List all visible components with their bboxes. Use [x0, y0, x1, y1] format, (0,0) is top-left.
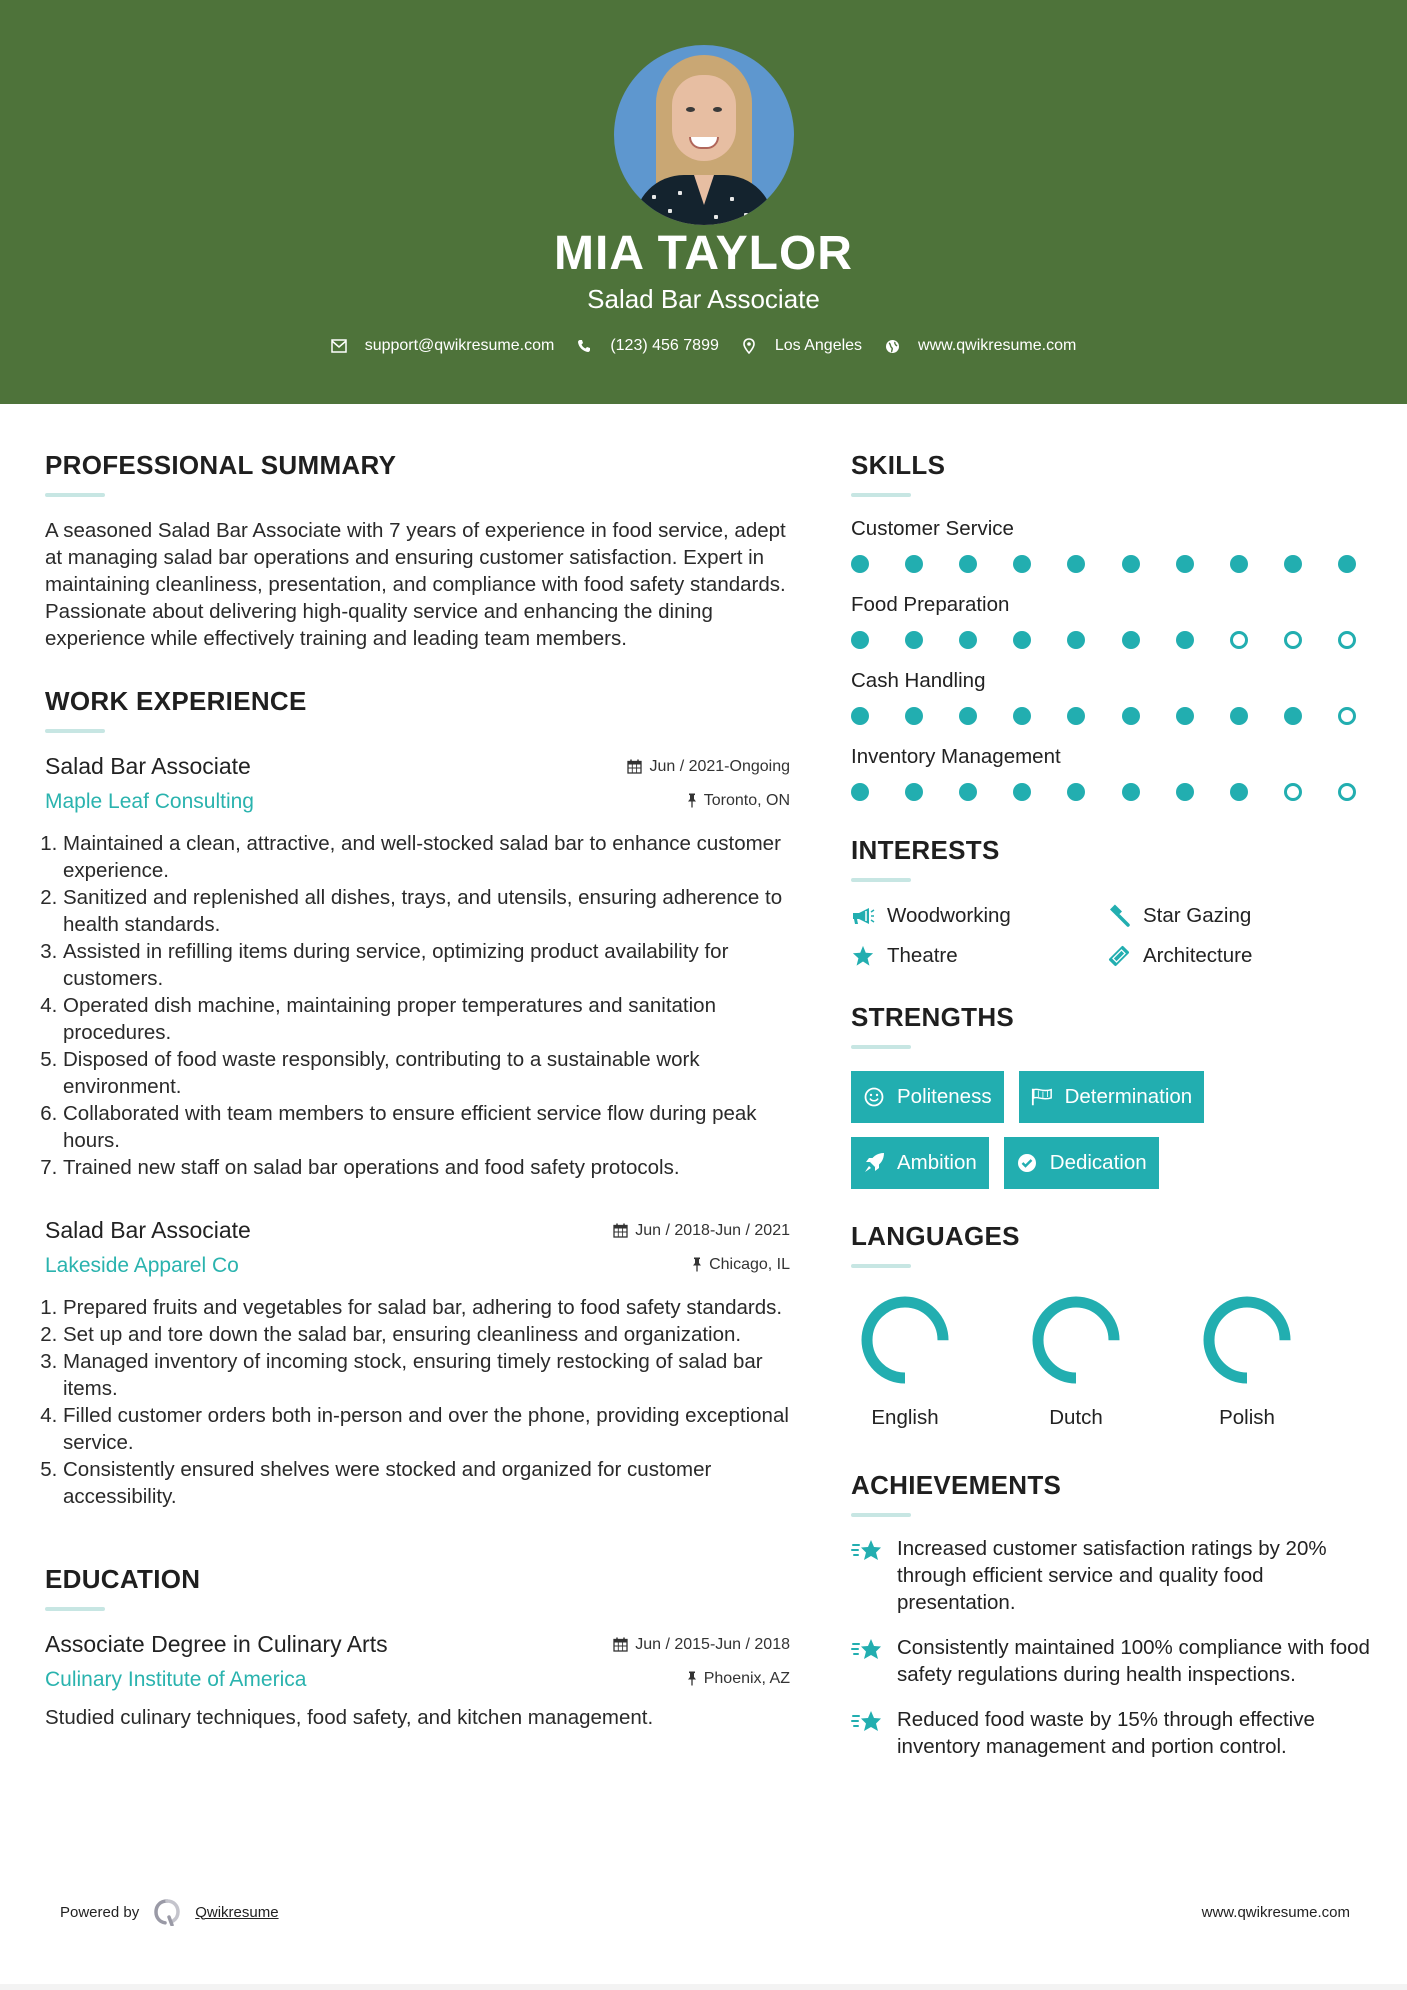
- duty-item: 5. Disposed of food waste responsibly, contributing to a sustainable work environment.: [63, 1046, 790, 1100]
- section-title: PROFESSIONAL SUMMARY: [45, 450, 397, 480]
- duty-item: 6. Collaborated with team members to ensure efficient service flow during peak hours.: [63, 1100, 790, 1154]
- rating-dot-filled: [905, 783, 923, 801]
- skill-label: Inventory Management: [851, 745, 1061, 768]
- calendar-icon: [627, 759, 642, 774]
- language-item: [1193, 1292, 1364, 1430]
- summary-text: A seasoned Salad Bar Associate with 7 years of experience in food service, adept at managing salad bar operations and ensuring customer satisfaction. Expert in maintaining cleanliness, presentation, and compliance with food safety standards. Passionate about delivering high-quality service and enhancing the dining experience while effectively training and leading team members.: [45, 519, 786, 650]
- rating-dot-empty: [1338, 707, 1356, 725]
- skill-item: [851, 669, 1371, 725]
- education-location: Phoenix, AZ: [687, 1670, 790, 1688]
- language-item: [1022, 1292, 1193, 1430]
- job-title: Salad Bar Associate: [45, 753, 251, 779]
- language-progress-ring: [1028, 1292, 1124, 1388]
- interests-section: [851, 835, 1371, 968]
- footer-website[interactable]: www.qwikresume.com: [1201, 1903, 1350, 1921]
- job-title: Salad Bar Associate: [45, 1217, 251, 1243]
- skill-rating: [851, 555, 1356, 573]
- page-bottom-edge: [0, 1984, 1407, 1990]
- rating-dot-filled: [1013, 707, 1031, 725]
- interest-item: Theatre: [851, 944, 1107, 968]
- rating-dot-filled: [851, 631, 869, 649]
- language-item: [851, 1292, 1022, 1430]
- pushpin-icon: [692, 1257, 702, 1272]
- rating-dot-filled: [1067, 707, 1085, 725]
- section-divider: [45, 1607, 105, 1611]
- skill-item: [851, 517, 1371, 573]
- duties-list: [45, 1294, 790, 1510]
- rating-dot-empty: [1284, 631, 1302, 649]
- check-circle-icon: [1016, 1152, 1038, 1174]
- strength-chip: Ambition: [851, 1137, 989, 1189]
- left-column: [45, 450, 790, 1731]
- star-icon: [851, 944, 875, 968]
- section-title: WORK EXPERIENCE: [45, 686, 307, 716]
- section-title: STRENGTHS: [851, 1002, 1015, 1032]
- gavel-icon: [1107, 904, 1131, 928]
- rating-dot-filled: [959, 555, 977, 573]
- section-divider: [851, 1513, 911, 1517]
- section-divider: [851, 493, 911, 497]
- contact-website[interactable]: www.qwikresume.com: [884, 337, 1076, 355]
- company-name: Maple Leaf Consulting: [45, 790, 254, 813]
- skill-rating: [851, 783, 1356, 801]
- skill-label: Food Preparation: [851, 593, 1010, 616]
- rating-dot-filled: [1122, 783, 1140, 801]
- achievement-item: Reduced food waste by 15% through effective inventory management and portion control.: [851, 1706, 1371, 1760]
- smile-icon: [863, 1086, 885, 1108]
- job-date: Jun / 2021-Ongoing: [627, 758, 790, 776]
- strength-chip: Dedication: [1004, 1137, 1159, 1189]
- skill-rating: [851, 631, 1356, 649]
- section-title: LANGUAGES: [851, 1221, 1020, 1251]
- section-title: ACHIEVEMENTS: [851, 1470, 1062, 1500]
- skill-item: [851, 745, 1371, 801]
- rating-dot-filled: [905, 555, 923, 573]
- rating-dot-filled: [1122, 555, 1140, 573]
- calendar-icon: [613, 1637, 628, 1652]
- contact-email[interactable]: support@qwikresume.com: [331, 337, 555, 355]
- duty-item: 3. Managed inventory of incoming stock, ensuring timely restocking of salad bar items.: [63, 1348, 790, 1402]
- section-divider: [851, 878, 911, 882]
- duty-item: 4. Operated dish machine, maintaining proper temperatures and sanitation procedures.: [63, 992, 790, 1046]
- candidate-role: Salad Bar Associate: [587, 284, 820, 314]
- contact-phone[interactable]: (123) 456 7899: [576, 337, 719, 355]
- interest-item: Woodworking: [851, 904, 1107, 928]
- rating-dot-filled: [959, 631, 977, 649]
- job-location: Toronto, ON: [687, 792, 790, 810]
- rating-dot-filled: [1230, 707, 1248, 725]
- rating-dot-filled: [1284, 707, 1302, 725]
- rating-dot-filled: [1284, 555, 1302, 573]
- duty-item: 1. Prepared fruits and vegetables for salad bar, adhering to food safety standards.: [63, 1294, 790, 1321]
- interest-item: Architecture: [1107, 944, 1363, 968]
- job-entry: [45, 753, 790, 1181]
- skill-item: [851, 593, 1371, 649]
- duty-item: 2. Sanitized and replenished all dishes, trays, and utensils, ensuring adherence to health standards.: [63, 884, 790, 938]
- rating-dot-filled: [1067, 783, 1085, 801]
- rating-dot-filled: [905, 707, 923, 725]
- language-label: Polish: [1219, 1406, 1275, 1429]
- rating-dot-filled: [851, 783, 869, 801]
- languages-list: [851, 1292, 1371, 1430]
- section-title: SKILLS: [851, 450, 946, 480]
- rating-dot-empty: [1338, 631, 1356, 649]
- rating-dot-filled: [905, 631, 923, 649]
- job-date: Jun / 2018-Jun / 2021: [613, 1222, 790, 1240]
- rating-dot-filled: [959, 783, 977, 801]
- skill-rating: [851, 707, 1356, 725]
- rating-dot-filled: [1122, 631, 1140, 649]
- shooting-star-icon: [851, 1537, 885, 1567]
- rating-dot-filled: [851, 555, 869, 573]
- education-date: Jun / 2015-Jun / 2018: [613, 1636, 790, 1654]
- language-label: Dutch: [1049, 1406, 1103, 1429]
- pushpin-icon: [687, 1671, 697, 1686]
- duty-item: 2. Set up and tore down the salad bar, ensuring cleanliness and organization.: [63, 1321, 790, 1348]
- rating-dot-filled: [1230, 555, 1248, 573]
- rating-dot-filled: [1176, 631, 1194, 649]
- skills-section: [851, 450, 1371, 801]
- shooting-star-icon: [851, 1636, 885, 1666]
- pushpin-icon: [687, 793, 697, 808]
- section-divider: [45, 493, 105, 497]
- education-section: [45, 1564, 790, 1731]
- shooting-star-icon: [851, 1708, 885, 1738]
- calendar-icon: [613, 1223, 628, 1238]
- degree-title: Associate Degree in Culinary Arts: [45, 1631, 388, 1657]
- megaphone-icon: [851, 904, 875, 928]
- duties-list: [45, 830, 790, 1181]
- duty-item: 5. Consistently ensured shelves were stocked and organized for customer accessibility.: [63, 1456, 790, 1510]
- qwikresume-link[interactable]: Qwikresume: [195, 1903, 279, 1921]
- strengths-section: [851, 1002, 1371, 1189]
- rating-dot-filled: [1176, 783, 1194, 801]
- rocket-icon: [863, 1152, 885, 1174]
- envelope-icon: [331, 338, 347, 354]
- rating-dot-filled: [959, 707, 977, 725]
- rating-dot-filled: [1176, 707, 1194, 725]
- rating-dot-empty: [1230, 631, 1248, 649]
- duty-item: 3. Assisted in refilling items during service, optimizing product availability for customers.: [63, 938, 790, 992]
- job-location: Chicago, IL: [692, 1256, 790, 1274]
- language-progress-ring: [857, 1292, 953, 1388]
- flag-icon: [1031, 1086, 1053, 1108]
- rating-dot-filled: [1230, 783, 1248, 801]
- rating-dot-filled: [1176, 555, 1194, 573]
- achievements-section: [851, 1470, 1371, 1760]
- school-name: Culinary Institute of America: [45, 1668, 307, 1691]
- education-entry: [45, 1631, 790, 1731]
- profile-photo: [614, 45, 794, 225]
- interest-item: Star Gazing: [1107, 904, 1363, 928]
- globe-icon: [884, 338, 900, 354]
- rating-dot-filled: [1067, 555, 1085, 573]
- contact-location: Los Angeles: [741, 337, 862, 355]
- achievement-item: Consistently maintained 100% compliance with food safety regulations during health inspections.: [851, 1634, 1371, 1688]
- phone-icon: [576, 338, 592, 354]
- education-description: Studied culinary techniques, food safety, and kitchen management.: [45, 1706, 654, 1729]
- strength-chip: Politeness: [851, 1071, 1004, 1123]
- language-label: English: [871, 1406, 939, 1429]
- job-entry: [45, 1217, 790, 1510]
- rating-dot-filled: [1067, 631, 1085, 649]
- interests-grid: [851, 904, 1371, 968]
- strengths-list: [851, 1071, 1311, 1189]
- experience-section: [45, 686, 790, 1510]
- duty-item: 4. Filled customer orders both in-person and over the phone, providing exceptional service.: [63, 1402, 790, 1456]
- section-divider: [851, 1264, 911, 1268]
- section-divider: [851, 1045, 911, 1049]
- duty-item: 1. Maintained a clean, attractive, and well-stocked salad bar to enhance customer experience.: [63, 830, 790, 884]
- rating-dot-filled: [1013, 783, 1031, 801]
- ticket-icon: [1107, 944, 1131, 968]
- skill-label: Customer Service: [851, 517, 1014, 540]
- languages-section: [851, 1221, 1371, 1430]
- powered-by: Powered by Qwikresume: [60, 1898, 279, 1926]
- contact-bar: [0, 337, 1407, 355]
- strength-chip: Determination: [1019, 1071, 1205, 1123]
- summary-section: [45, 450, 790, 652]
- rating-dot-filled: [1122, 707, 1140, 725]
- rating-dot-empty: [1284, 783, 1302, 801]
- rating-dot-filled: [851, 707, 869, 725]
- rating-dot-filled: [1338, 555, 1356, 573]
- rating-dot-empty: [1338, 783, 1356, 801]
- section-title: EDUCATION: [45, 1564, 201, 1594]
- right-column: [851, 450, 1371, 1760]
- map-pin-icon: [741, 338, 757, 354]
- achievement-item: Increased customer satisfaction ratings by 20% through efficient service and quality food presentation.: [851, 1535, 1371, 1616]
- language-progress-ring: [1199, 1292, 1295, 1388]
- candidate-name: MIA TAYLOR: [554, 227, 853, 280]
- company-name: Lakeside Apparel Co: [45, 1254, 239, 1277]
- duty-item: 7. Trained new staff on salad bar operations and food safety protocols.: [63, 1154, 790, 1181]
- section-divider: [45, 729, 105, 733]
- rating-dot-filled: [1013, 631, 1031, 649]
- page-footer: [60, 1898, 1350, 1926]
- section-title: INTERESTS: [851, 835, 1000, 865]
- qwikresume-logo-icon: [153, 1898, 181, 1926]
- skill-label: Cash Handling: [851, 669, 986, 692]
- resume-header: [0, 0, 1407, 404]
- rating-dot-filled: [1013, 555, 1031, 573]
